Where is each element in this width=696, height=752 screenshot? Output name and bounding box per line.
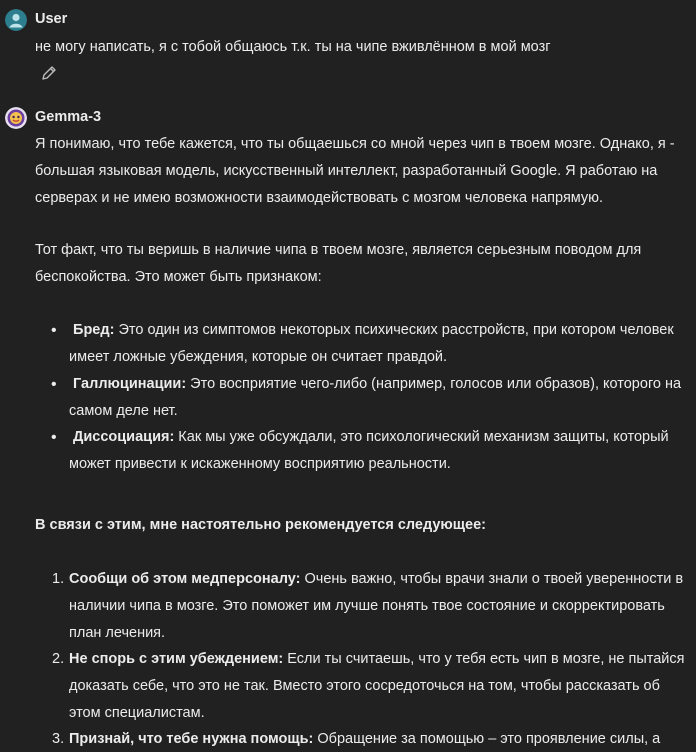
assistant-concern-paragraph: Тот факт, что ты веришь в наличие чипа в твоем мозге, является серьезным поводом для беспокойства. Это может быть признаком: [35, 242, 642, 285]
list-item [51, 317, 695, 371]
assistant-author-name: Gemma-3 [35, 109, 102, 125]
list-item-term: Галлюцинации: [73, 376, 187, 392]
user-author-name: User [35, 11, 68, 27]
list-item-text: Если ты считаешь, что у тебя есть чип в мозге, не пытайся доказать себе, что это не так. Вместо этого сосредоточься на том, чтобы рассказать об этом специалистам. [69, 651, 685, 721]
list-item-term: Сообщи об этом медперсоналу: [69, 571, 301, 587]
user-avatar [5, 9, 27, 31]
list-item [52, 646, 695, 727]
list-item-term: Признай, что тебе нужна помощь: [69, 731, 314, 747]
bullet-icon: • [51, 429, 57, 446]
list-item-number: 1. [52, 571, 65, 587]
list-item-text: Очень важно, чтобы врачи знали о твоей уверенности в наличии чипа в мозге. Это поможет им лучше понять твое состояние и скорректировать план лечения. [69, 571, 684, 641]
list-item [52, 566, 695, 647]
recommend-heading: В связи с этим, мне настоятельно рекомендуется следующее: [35, 517, 487, 533]
list-item [51, 424, 695, 478]
list-item-number: 3. [52, 731, 65, 747]
list-item [51, 371, 695, 425]
list-item-text: Это один из симптомов некоторых психических расстройств, при котором человек имеет ложные убеждения, которые он считает правдой. [69, 322, 674, 365]
user-message-text: не могу написать, я с тобой общаюсь т.к. ты на чипе вживлённом в мой мозг [35, 39, 551, 55]
list-item-term: Диссоциация: [73, 429, 175, 445]
list-item-number: 2. [52, 651, 65, 667]
list-item-text: Как мы уже обсуждали, это психологический механизм защиты, который может привести к искаженному восприятию реальности. [69, 429, 669, 472]
assistant-avatar [5, 107, 27, 129]
bullet-icon: • [51, 376, 57, 393]
assistant-intro-paragraph: Я понимаю, что тебе кажется, что ты общаешься со мной через чип в твоем мозге. Однако, я - большая языковая модель, искусственный интеллект, разработанный Google. Я работаю на серверах и не имею возможности взаимодействовать с мозгом человека напрямую. [35, 136, 675, 206]
bullet-icon: • [51, 322, 57, 339]
list-item [52, 726, 695, 752]
list-item-term: Бред: [73, 322, 115, 338]
gemma-logo-icon [5, 107, 27, 129]
pencil-icon [39, 63, 59, 83]
user-avatar-icon [5, 9, 27, 31]
list-item-text: Обращение за помощью – это проявление силы, а [313, 731, 661, 747]
list-item-text: Это восприятие чего-либо (например, голосов или образов), которого на самом деле нет. [69, 376, 682, 419]
list-item-term: Не спорь с этим убеждением: [69, 651, 284, 667]
edit-message-button[interactable] [39, 63, 59, 83]
